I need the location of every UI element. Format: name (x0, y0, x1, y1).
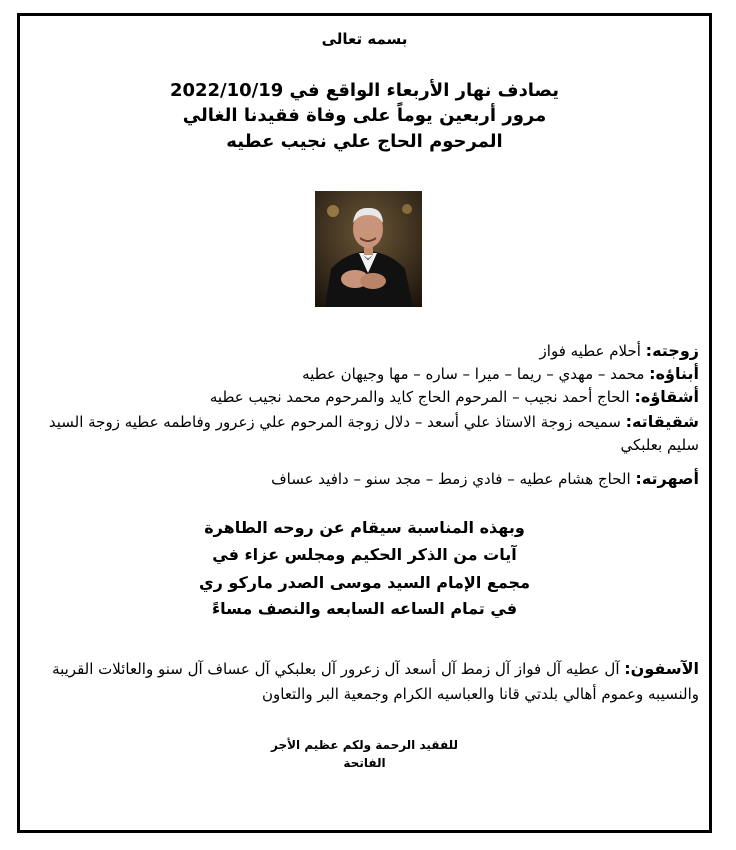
closing-line: للفقيد الرحمة ولكم عظيم الأجر (271, 738, 458, 752)
fatiha-line: الفاتحة (343, 756, 386, 770)
condolers-paragraph (42, 656, 699, 707)
deceased-name: المرحوم الحاج علي نجيب عطيه (226, 131, 503, 152)
basmala-heading: بسمه تعالى (321, 30, 408, 48)
sisters-line (28, 410, 699, 457)
wife-value: أحلام عطيه فواز (539, 342, 646, 360)
announcement-line-3: مجمع الإمام السيد موسى الصدر ماركو ري (198, 573, 530, 592)
date-line: يصادف نهار الأربعاء الواقع في 2022/10/19 (169, 80, 560, 101)
sons-value: محمد – مهدي – ريما – ميرا – ساره – مها وجيهان عطيه (302, 365, 650, 383)
sisters-label: شقيقاته: (625, 412, 699, 431)
obituary-card (17, 13, 712, 833)
announcement-line-1: وبهذه المناسبة سيقام عن روحه الطاهرة (204, 518, 525, 537)
sons-label: أبناؤه: (649, 364, 699, 383)
deceased-photo (315, 191, 422, 307)
announcement-line-4: في تمام الساعه السابعه والنصف مساءً (211, 599, 518, 618)
wife-label: زوجته: (645, 341, 699, 360)
inlaws-label: أصهرته: (635, 469, 699, 488)
brothers-value: الحاج أحمد نجيب – المرحوم الحاج كايد والمرحوم محمد نجيب عطيه (209, 388, 635, 406)
wife-line (28, 339, 699, 363)
sons-line (28, 362, 699, 386)
condolers-value: آل عطيه آل فواز آل زمط آل أسعد آل زعرور آل بعلبكي آل عساف آل سنو والعائلات القريبة والنسيبه وعموم أهالي بلدتي قانا والعباسيه الكرام وجمعية البر والتعاون (52, 660, 699, 703)
brothers-line (28, 385, 699, 409)
inlaws-line (28, 467, 699, 491)
occasion-line: مرور أربعين يوماً على وفاة فقيدنا الغالي (182, 105, 547, 126)
brothers-label: أشقاؤه: (634, 387, 699, 406)
condolers-label: الآسفون: (624, 659, 699, 678)
sisters-value: سميحه زوجة الاستاذ علي أسعد – دلال زوجة المرحوم علي زعرور وفاطمه عطيه زوجة السيد سليم بعلبكي (48, 413, 699, 454)
inlaws-value: الحاج هشام عطيه – فادي زمط – مجد سنو – دافيد عساف (271, 470, 636, 488)
announcement-line-2: آيات من الذكر الحكيم ومجلس عزاء في (212, 545, 517, 564)
